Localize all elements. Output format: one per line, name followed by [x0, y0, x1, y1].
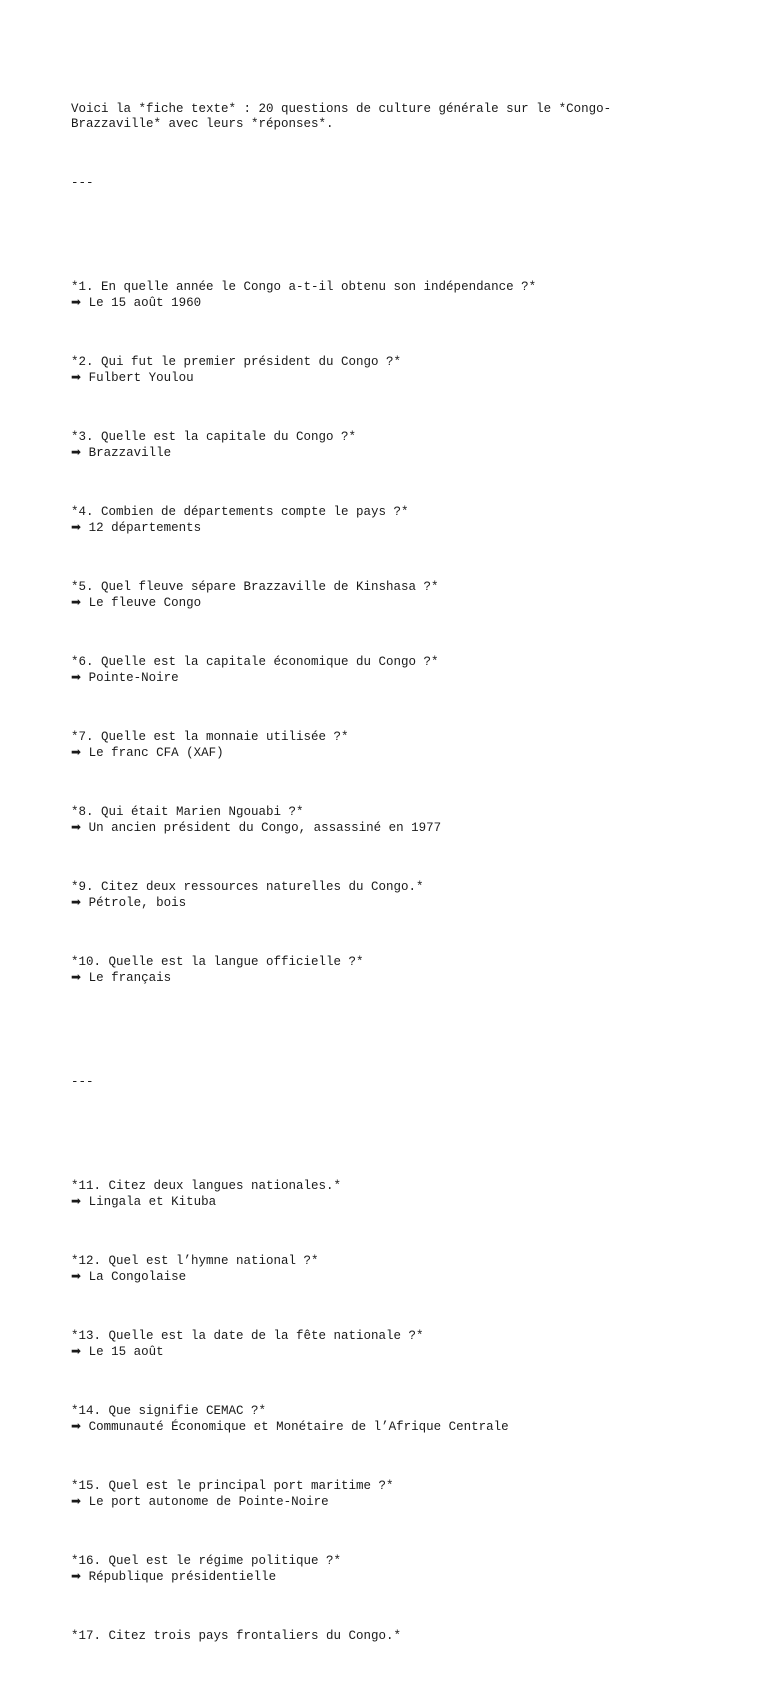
answer [71, 295, 691, 311]
arrow-icon: ➡ [71, 1269, 82, 1283]
arrow-icon: ➡ [71, 1194, 82, 1208]
answer [71, 895, 691, 911]
question: *3. Quelle est la capitale du Congo ?* [71, 430, 357, 444]
question: *15. Quel est le principal port maritime ?* [71, 1479, 394, 1493]
question: *6. Quelle est la capitale économique du Congo ?* [71, 655, 439, 669]
answer-text: République présidentielle [88, 1570, 277, 1584]
arrow-icon: ➡ [71, 1344, 82, 1358]
arrow-icon: ➡ [71, 1419, 82, 1433]
answer [71, 1494, 691, 1510]
arrow-icon: ➡ [71, 295, 82, 309]
question: *16. Quel est le régime politique ?* [71, 1554, 342, 1568]
qa-item [71, 730, 691, 761]
arrow-icon: ➡ [71, 520, 82, 534]
answer [71, 1569, 691, 1585]
answer-text: Le 15 août 1960 [88, 296, 202, 310]
answer-text: Pétrole, bois [88, 896, 187, 910]
answer-text: Lingala et Kituba [88, 1195, 217, 1209]
answer [71, 1419, 691, 1435]
answer [71, 520, 691, 536]
answer-text: Communauté Économique et Monétaire de l’Afrique Centrale [88, 1420, 509, 1434]
question: *17. Citez trois pays frontaliers du Congo.* [71, 1629, 402, 1643]
qa-item [71, 1254, 691, 1285]
answer [71, 970, 691, 986]
answer [71, 745, 691, 761]
arrow-icon: ➡ [71, 970, 82, 984]
answer-text: Brazzaville [88, 446, 172, 460]
qa-item [71, 280, 691, 311]
answer [71, 595, 691, 611]
arrow-icon: ➡ [71, 1569, 82, 1583]
arrow-icon: ➡ [71, 745, 82, 759]
answer-text: Un ancien président du Congo, assassiné en 1977 [88, 821, 442, 835]
intro-paragraph: Voici la *fiche texte* : 20 questions de culture générale sur le *Congo-Brazzaville* avec leurs *réponses*. [71, 102, 612, 131]
question: *1. En quelle année le Congo a-t-il obtenu son indépendance ?* [71, 280, 537, 294]
qa-item [71, 1329, 691, 1360]
qa-item [71, 655, 691, 686]
qa-item [71, 580, 691, 611]
answer-text: Le français [88, 971, 172, 985]
qa-item [71, 880, 691, 911]
qa-item [71, 1479, 691, 1510]
answer-text: 12 départements [88, 521, 202, 535]
separator: --- [71, 1075, 94, 1089]
question: *2. Qui fut le premier président du Congo ?* [71, 355, 402, 369]
arrow-icon: ➡ [71, 595, 82, 609]
question: *14. Que signifie CEMAC ?* [71, 1404, 267, 1418]
arrow-icon: ➡ [71, 1494, 82, 1508]
separator: --- [71, 176, 94, 190]
answer-text: Le 15 août [88, 1345, 164, 1359]
answer-text: Le fleuve Congo [88, 596, 202, 610]
answer [71, 1194, 691, 1210]
answer [71, 670, 691, 686]
answer-text: Pointe-Noire [88, 671, 179, 685]
question: *13. Quelle est la date de la fête nationale ?* [71, 1329, 424, 1343]
question: *7. Quelle est la monnaie utilisée ?* [71, 730, 349, 744]
answer [71, 445, 691, 461]
qa-item [71, 505, 691, 536]
qa-item [71, 1179, 691, 1210]
answer [71, 1269, 691, 1285]
arrow-icon: ➡ [71, 820, 82, 834]
answer-text: La Congolaise [88, 1270, 187, 1284]
qa-item [71, 955, 691, 986]
answer-text: Le franc CFA (XAF) [88, 746, 224, 760]
qa-item [71, 805, 691, 836]
document-body [71, 72, 691, 1703]
qa-item [71, 1629, 691, 1644]
answer [71, 370, 691, 386]
arrow-icon: ➡ [71, 895, 82, 909]
arrow-icon: ➡ [71, 445, 82, 459]
question: *5. Quel fleuve sépare Brazzaville de Kinshasa ?* [71, 580, 439, 594]
arrow-icon: ➡ [71, 670, 82, 684]
qa-item [71, 1404, 691, 1435]
question: *12. Quel est l’hymne national ?* [71, 1254, 319, 1268]
answer [71, 820, 691, 836]
question: *11. Citez deux langues nationales.* [71, 1179, 342, 1193]
question: *10. Quelle est la langue officielle ?* [71, 955, 364, 969]
question: *8. Qui était Marien Ngouabi ?* [71, 805, 304, 819]
question: *4. Combien de départements compte le pays ?* [71, 505, 409, 519]
qa-item [71, 1554, 691, 1585]
qa-block-1 [71, 250, 691, 1030]
answer-text: Fulbert Youlou [88, 371, 194, 385]
answer-text: Le port autonome de Pointe-Noire [88, 1495, 329, 1509]
qa-item [71, 430, 691, 461]
qa-item [71, 355, 691, 386]
qa-block-2 [71, 1149, 691, 1688]
question: *9. Citez deux ressources naturelles du Congo.* [71, 880, 424, 894]
arrow-icon: ➡ [71, 370, 82, 384]
answer [71, 1344, 691, 1360]
